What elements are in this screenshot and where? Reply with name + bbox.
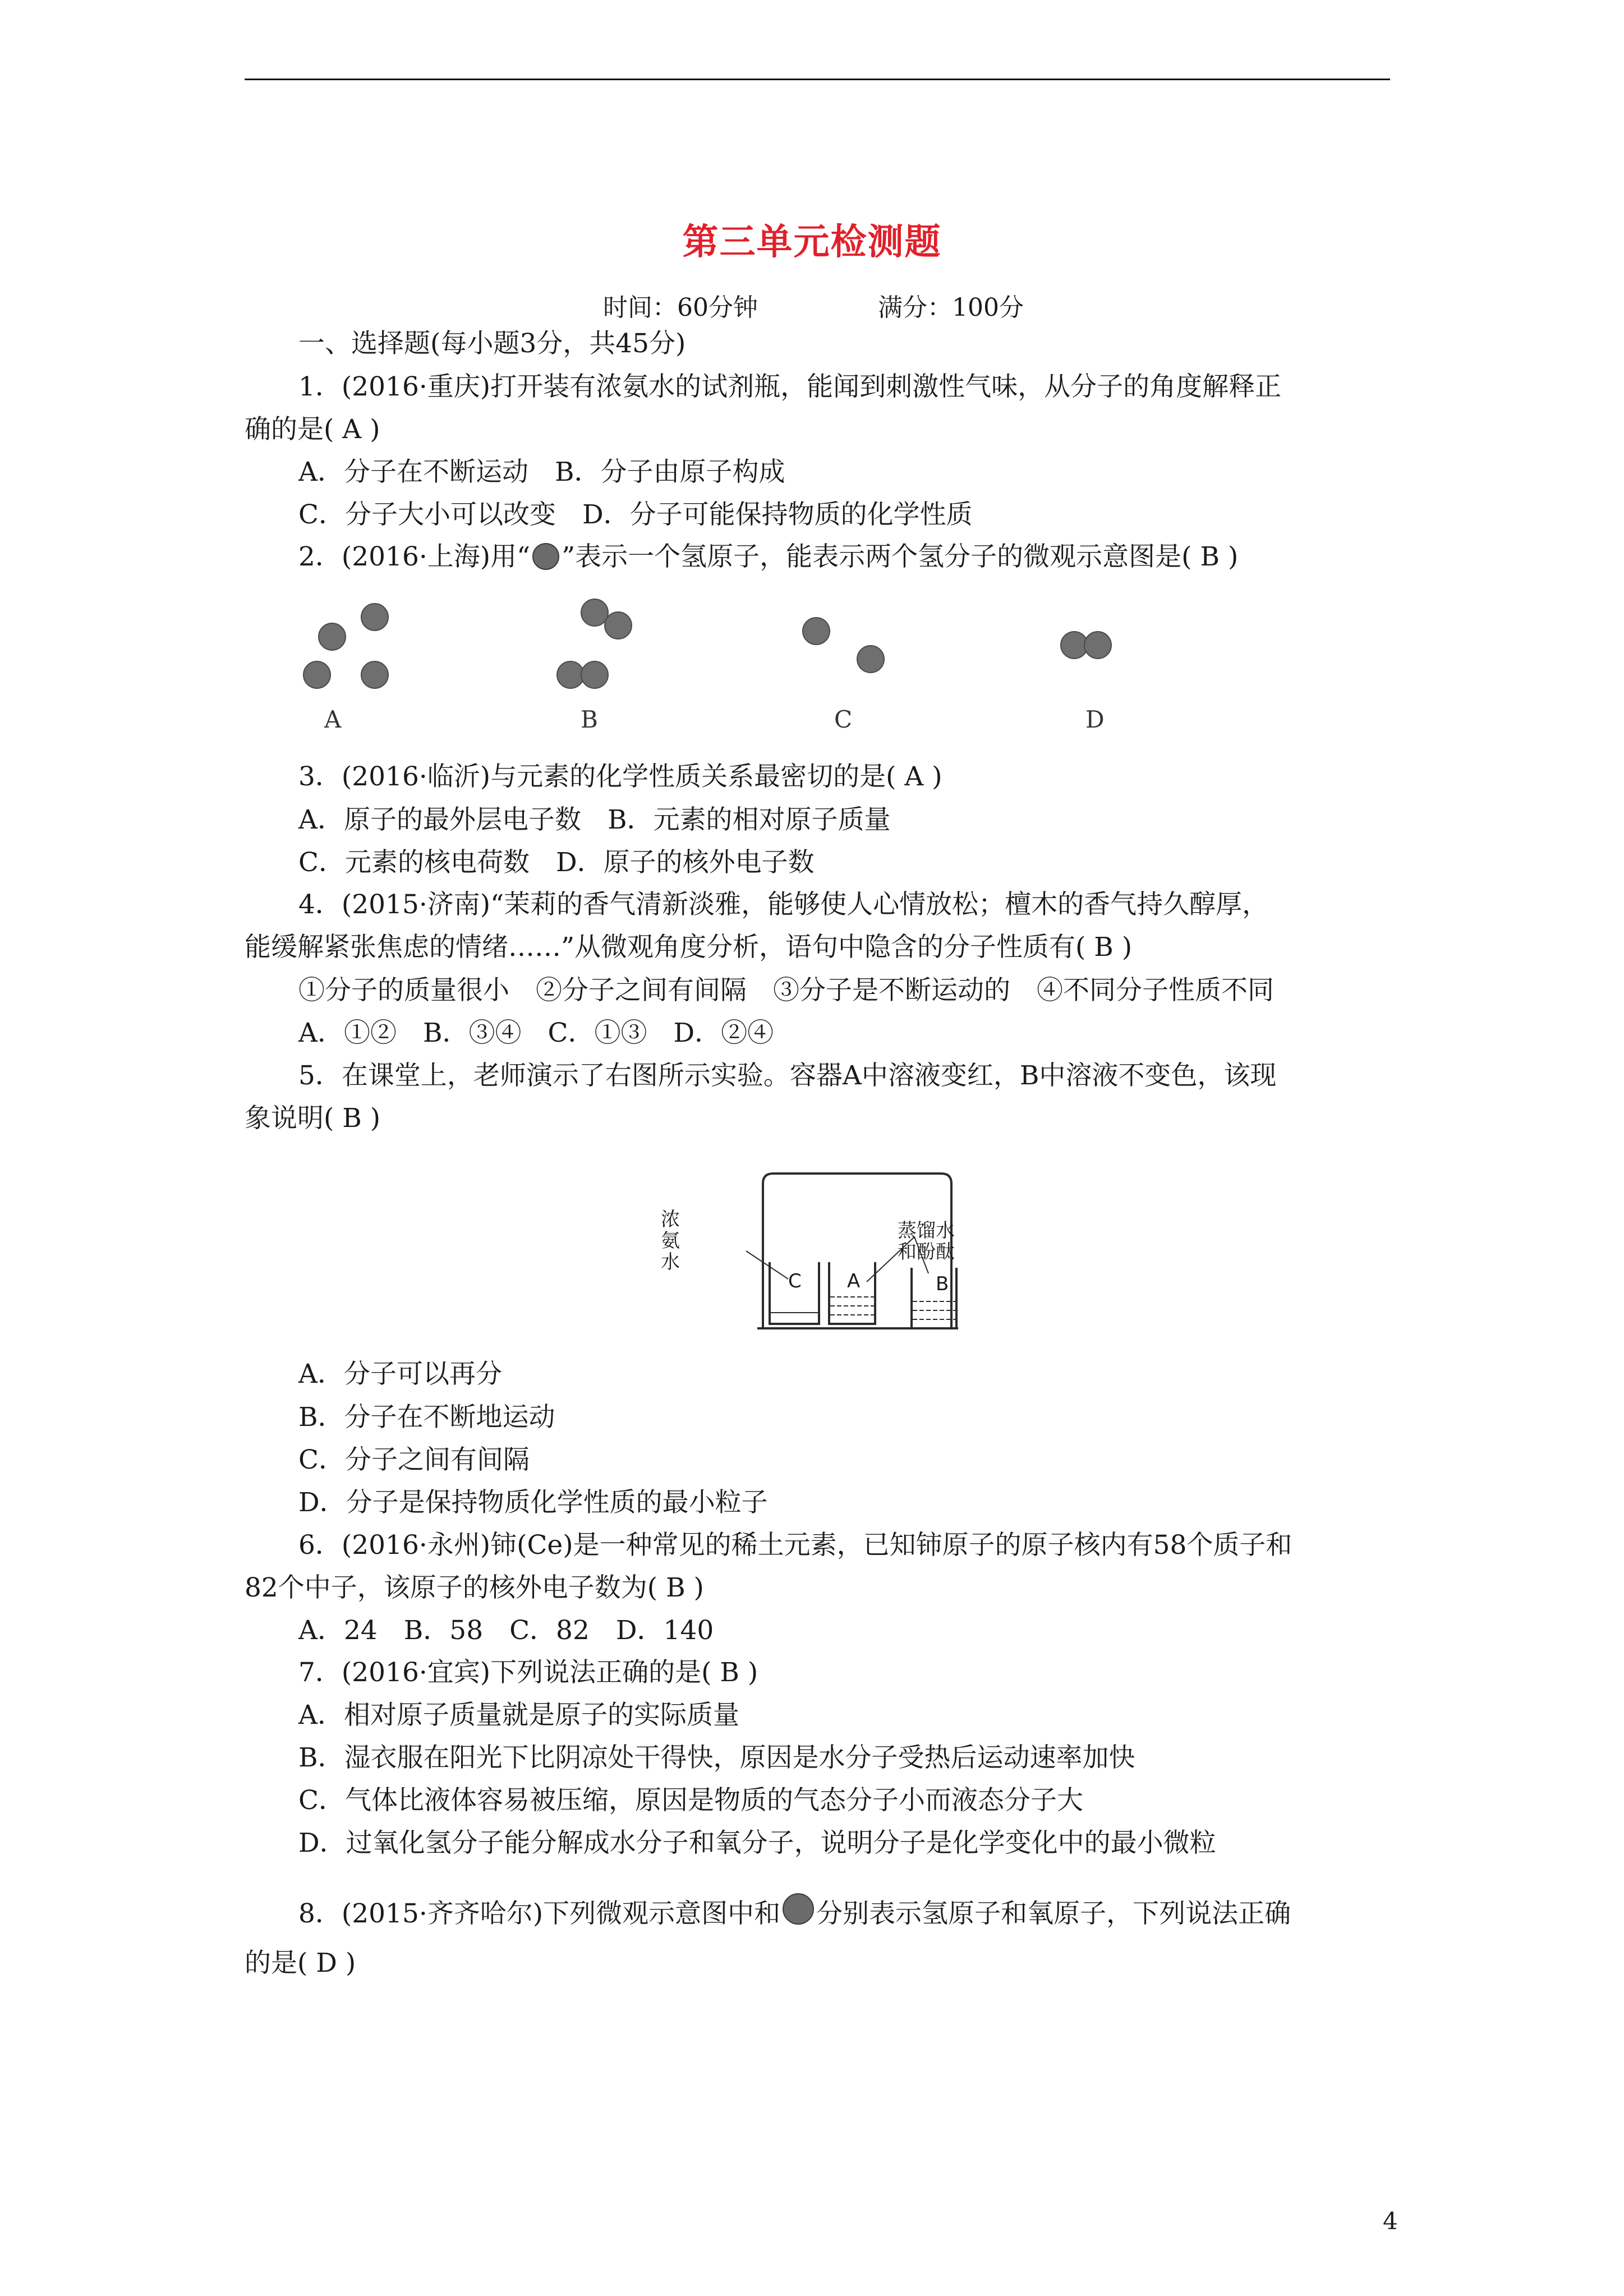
- q5-stem-line2: 象说明( B ): [245, 1103, 381, 1134]
- q1-options-line1: A．分子在不断运动 B．分子由原子构成: [298, 457, 785, 487]
- hydrogen-atom-icon: [532, 543, 559, 570]
- atom: [303, 661, 330, 688]
- atom: [1084, 632, 1111, 659]
- q3-stem: 3．(2016·临沂)与元素的化学性质关系最密切的是( A ): [298, 761, 942, 792]
- q7-option-b: B．湿衣服在阳光下比阴凉处干得快，原因是水分子受热后运动速率加快: [298, 1742, 1135, 1773]
- ammonia-label: [661, 1209, 683, 1273]
- q8-stem-prefix: 8．(2015·齐齐哈尔)下列微观示意图中和: [298, 1898, 781, 1929]
- q5-option-b: B．分子在不断地运动: [298, 1402, 555, 1433]
- atom: [581, 599, 608, 626]
- q4-options: A．①② B．③④ C．①③ D．②④: [298, 1018, 774, 1048]
- time-limit: 时间：60分钟: [603, 293, 758, 322]
- q7-option-d: D．过氧化氢分子能分解成水分子和氧分子，说明分子是化学变化中的最小微粒: [298, 1828, 1216, 1858]
- q3-options-line1: A．原子的最外层电子数 B．元素的相对原子质量: [298, 804, 891, 835]
- diagram-label-b: B: [581, 706, 598, 733]
- q1-options-line2: C．分子大小可以改变 D．分子可能保持物质的化学性质: [298, 499, 973, 530]
- q4-stem-line1: 4．(2015·济南)“茉莉的香气清新淡雅，能够使人心情放松；檀木的香气持久醇厚，: [298, 889, 1269, 920]
- q5-option-a: A．分子可以再分: [298, 1359, 502, 1389]
- phenolphthalein-label-line: 蒸馏水: [898, 1220, 955, 1242]
- atom: [803, 618, 830, 645]
- ammonia-label-char: 水: [661, 1251, 680, 1273]
- q1-stem-line1: 1．(2016·重庆)打开装有浓氨水的试剂瓶，能闻到刺激性气味，从分子的角度解释正: [298, 371, 1282, 402]
- diagram-label-c: C: [834, 706, 853, 733]
- section-heading: 一、选择题(每小题3分，共45分): [298, 328, 686, 359]
- ammonia-label-char: 氨: [661, 1230, 680, 1252]
- beaker-b-label: B: [936, 1273, 949, 1295]
- phenolphthalein-label-line: 和酚酞: [898, 1241, 955, 1263]
- atom-icon: [783, 1893, 814, 1925]
- page-title: 第三单元检测题: [682, 222, 942, 263]
- q8-stem-line1: [298, 1893, 1291, 1931]
- q8-stem-suffix: 分别表示氢原子和氧原子，下列说法正确: [816, 1898, 1291, 1929]
- atom: [557, 661, 584, 688]
- diagram-label-d: D: [1085, 706, 1105, 733]
- atom: [605, 612, 632, 639]
- atom: [1061, 632, 1088, 659]
- q3-options-line2: C．元素的核电荷数 D．原子的核外电子数: [298, 847, 815, 878]
- q5-option-d: D．分子是保持物质化学性质的最小粒子: [298, 1487, 768, 1518]
- atom: [857, 646, 884, 673]
- q2-stem-suffix: ”表示一个氢原子，能表示两个氢分子的微观示意图是( B ): [562, 541, 1239, 572]
- phenolphthalein-label: [898, 1220, 955, 1263]
- ammonia-label-char: 浓: [661, 1208, 680, 1231]
- q4-stem-line2: 能缓解紧张焦虑的情绪……”从微观角度分析，语句中隐含的分子性质有( B ): [245, 932, 1133, 963]
- q8-stem-line2: 的是( D ): [245, 1948, 356, 1978]
- q7-stem: 7．(2016·宜宾)下列说法正确的是( B ): [298, 1657, 758, 1688]
- header-rule: [245, 79, 1390, 80]
- diagram-label-a: A: [324, 706, 342, 733]
- q2-stem-prefix: 2．(2016·上海)用“: [298, 541, 531, 572]
- q4-statements: ①分子的质量很小 ②分子之间有间隔 ③分子是不断运动的 ④不同分子性质不同: [298, 975, 1274, 1006]
- beaker-a-label: A: [847, 1270, 861, 1292]
- q5-stem-line1: 5．在课堂上，老师演示了右图所示实验。容器A中溶液变红，B中溶液不变色，该现: [298, 1060, 1277, 1091]
- atom: [361, 661, 388, 688]
- q2-molecule-diagrams: [292, 589, 1161, 701]
- atom: [361, 604, 388, 631]
- q6-stem-line1: 6．(2016·永州)铈(Ce)是一种常见的稀土元素，已知铈原子的原子核内有58个质子和: [298, 1530, 1292, 1561]
- full-score: 满分：100分: [878, 293, 1024, 322]
- q7-option-c: C．气体比液体容易被压缩，原因是物质的气态分子小而液态分子大: [298, 1785, 1083, 1816]
- q7-option-a: A．相对原子质量就是原子的实际质量: [298, 1700, 739, 1731]
- q5-option-c: C．分子之间有间隔: [298, 1444, 530, 1475]
- atom: [581, 661, 608, 688]
- q1-stem-line2: 确的是( A ): [245, 414, 380, 445]
- atom: [319, 623, 346, 650]
- beaker-c-label: C: [788, 1270, 802, 1292]
- q6-options: A．24 B．58 C．82 D．140: [298, 1615, 714, 1646]
- q6-stem-line2: 82个中子，该原子的核外电子数为( B ): [245, 1572, 704, 1603]
- q2-stem: [298, 540, 1238, 574]
- page-number: 4: [1383, 2207, 1398, 2235]
